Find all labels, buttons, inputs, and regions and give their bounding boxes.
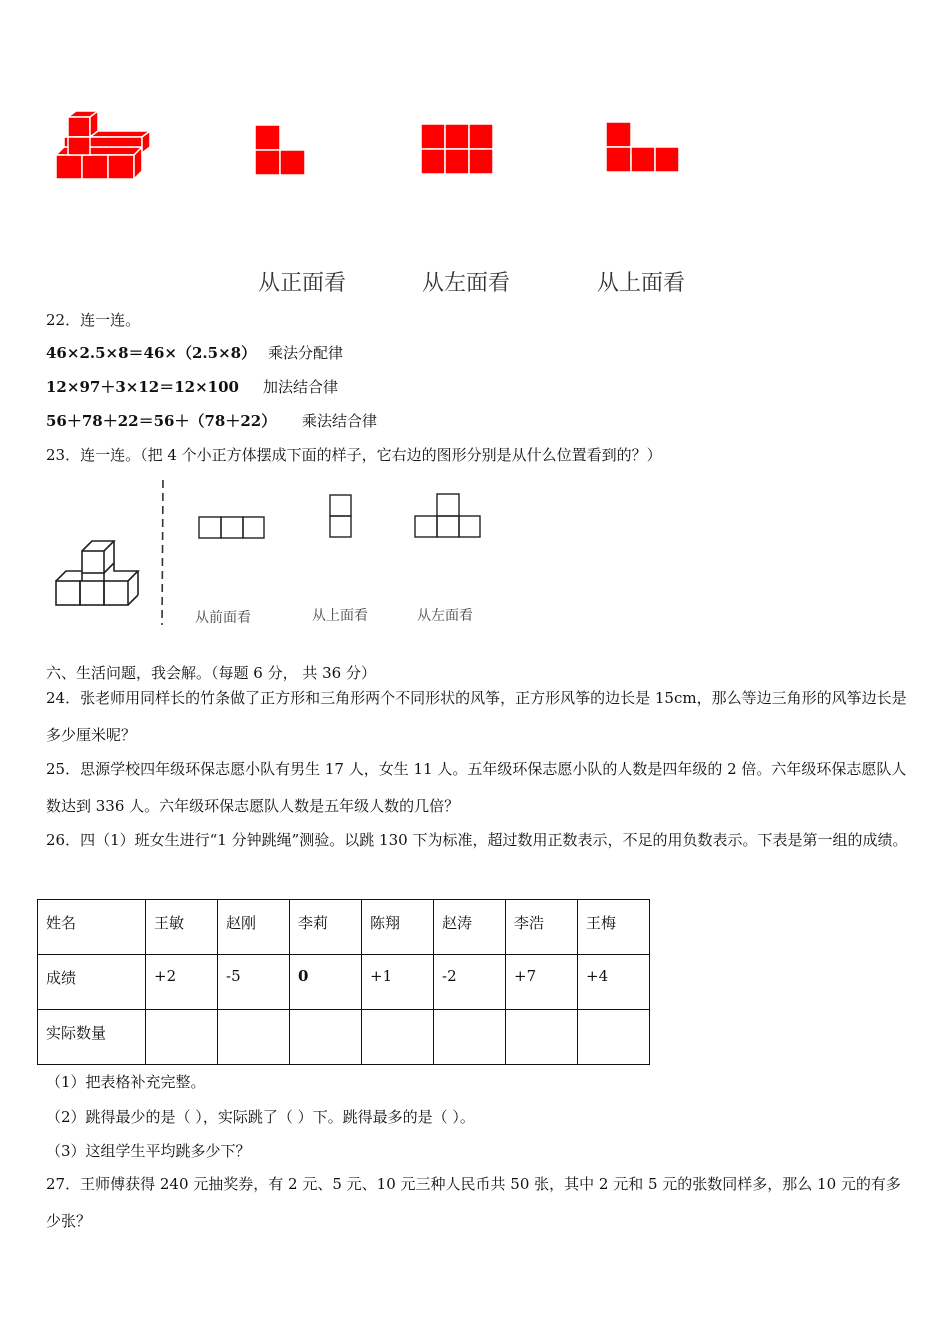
top-view-figure	[605, 121, 681, 173]
q22-left-1: 46×2.5×8＝46×（2.5×8）	[46, 344, 257, 362]
score-cell: +2	[146, 955, 218, 1010]
q23-caption-left: 从左面看	[417, 608, 473, 624]
name-cell: 赵刚	[218, 900, 290, 955]
actual-cell[interactable]	[290, 1010, 362, 1065]
table-row-scores	[38, 955, 650, 1010]
score-cell: +1	[362, 955, 434, 1010]
actual-cell[interactable]	[146, 1010, 218, 1065]
caption-top-view: 从上面看	[597, 271, 686, 296]
actual-cell[interactable]	[218, 1010, 290, 1065]
name-cell: 赵涛	[434, 900, 506, 955]
q27-text: 27．王师傅获得 240 元抽奖券，有 2 元、5 元、10 元三种人民币共 50 张，其中 2 元和 5 元的张数同样多，那么 10 元的有多少张？	[46, 1175, 901, 1230]
stacked-cubes-figure	[52, 537, 152, 609]
q22-right-1: 乘法分配律	[268, 344, 344, 362]
row-label-name: 姓名	[38, 900, 146, 955]
actual-cell[interactable]	[578, 1010, 650, 1065]
score-cell: -5	[218, 955, 290, 1010]
q24-text: 24．张老师用同样长的竹条做了正方形和三角形两个不同形状的风筝，正方形风筝的边长是 15cm，那么等边三角形的风筝边长是多少厘米呢？	[46, 689, 907, 744]
actual-cell[interactable]	[434, 1010, 506, 1065]
name-cell: 陈翔	[362, 900, 434, 955]
q23-title: 23．连一连。（把 4 个小正方体摆成下面的样子，它右边的图形分别是从什么位置看到的？）	[46, 446, 662, 464]
row-label-score: 成绩	[38, 955, 146, 1010]
table-row-names	[38, 900, 650, 955]
score-cell: +7	[506, 955, 578, 1010]
score-cell: +4	[578, 955, 650, 1010]
dashed-divider	[158, 480, 168, 625]
q26-sub3: （3）这组学生平均跳多少下？	[46, 1142, 251, 1160]
table-row-actual	[38, 1010, 650, 1065]
q25-text: 25．思源学校四年级环保志愿小队有男生 17 人，女生 11 人。五年级环保志愿小队的人数是四年级的 2 倍。六年级环保志愿队人数达到 336 人。六年级环保志愿队人数是五年级人数的几倍？	[46, 760, 907, 815]
q22-right-2: 加法结合律	[263, 378, 339, 396]
view-two-stacked	[328, 493, 354, 540]
front-view-figure	[254, 124, 306, 176]
q26-sub2: （2）跳得最少的是（ ），实际跳了（ ）下。跳得最多的是（ ）。	[46, 1108, 475, 1126]
actual-cell[interactable]	[362, 1010, 434, 1065]
q26-sub1: （1）把表格补充完整。	[46, 1073, 206, 1091]
q22-title: 22．连一连。	[46, 311, 141, 329]
name-cell: 李浩	[506, 900, 578, 955]
q23-caption-front: 从前面看	[195, 610, 251, 626]
view-three-in-row	[197, 515, 267, 540]
view-t-shape	[413, 492, 483, 540]
row-label-actual: 实际数量	[38, 1010, 146, 1065]
left-view-figure	[420, 123, 496, 175]
name-cell: 王敏	[146, 900, 218, 955]
q23-caption-top: 从上面看	[312, 608, 368, 624]
caption-left-view: 从左面看	[422, 271, 511, 296]
name-cell: 王梅	[578, 900, 650, 955]
score-cell: 0	[290, 955, 362, 1010]
q26-text: 26．四（1）班女生进行“1 分钟跳绳”测验。以跳 130 下为标准，超过数用正数表示，不足的用负数表示。下表是第一组的成绩。	[46, 831, 908, 849]
q22-left-3: 56＋78＋22＝56＋（78＋22）	[46, 412, 277, 430]
q22-left-2: 12×97＋3×12＝12×100	[46, 378, 239, 396]
score-cell: -2	[434, 955, 506, 1010]
cube-3d-figure	[50, 105, 154, 185]
caption-front-view: 从正面看	[258, 271, 347, 296]
section-6-title: 六、生活问题，我会解。（每题 6 分， 共 36 分）	[46, 664, 376, 682]
score-table	[37, 899, 650, 1065]
q22-right-3: 乘法结合律	[302, 412, 378, 430]
name-cell: 李莉	[290, 900, 362, 955]
actual-cell[interactable]	[506, 1010, 578, 1065]
